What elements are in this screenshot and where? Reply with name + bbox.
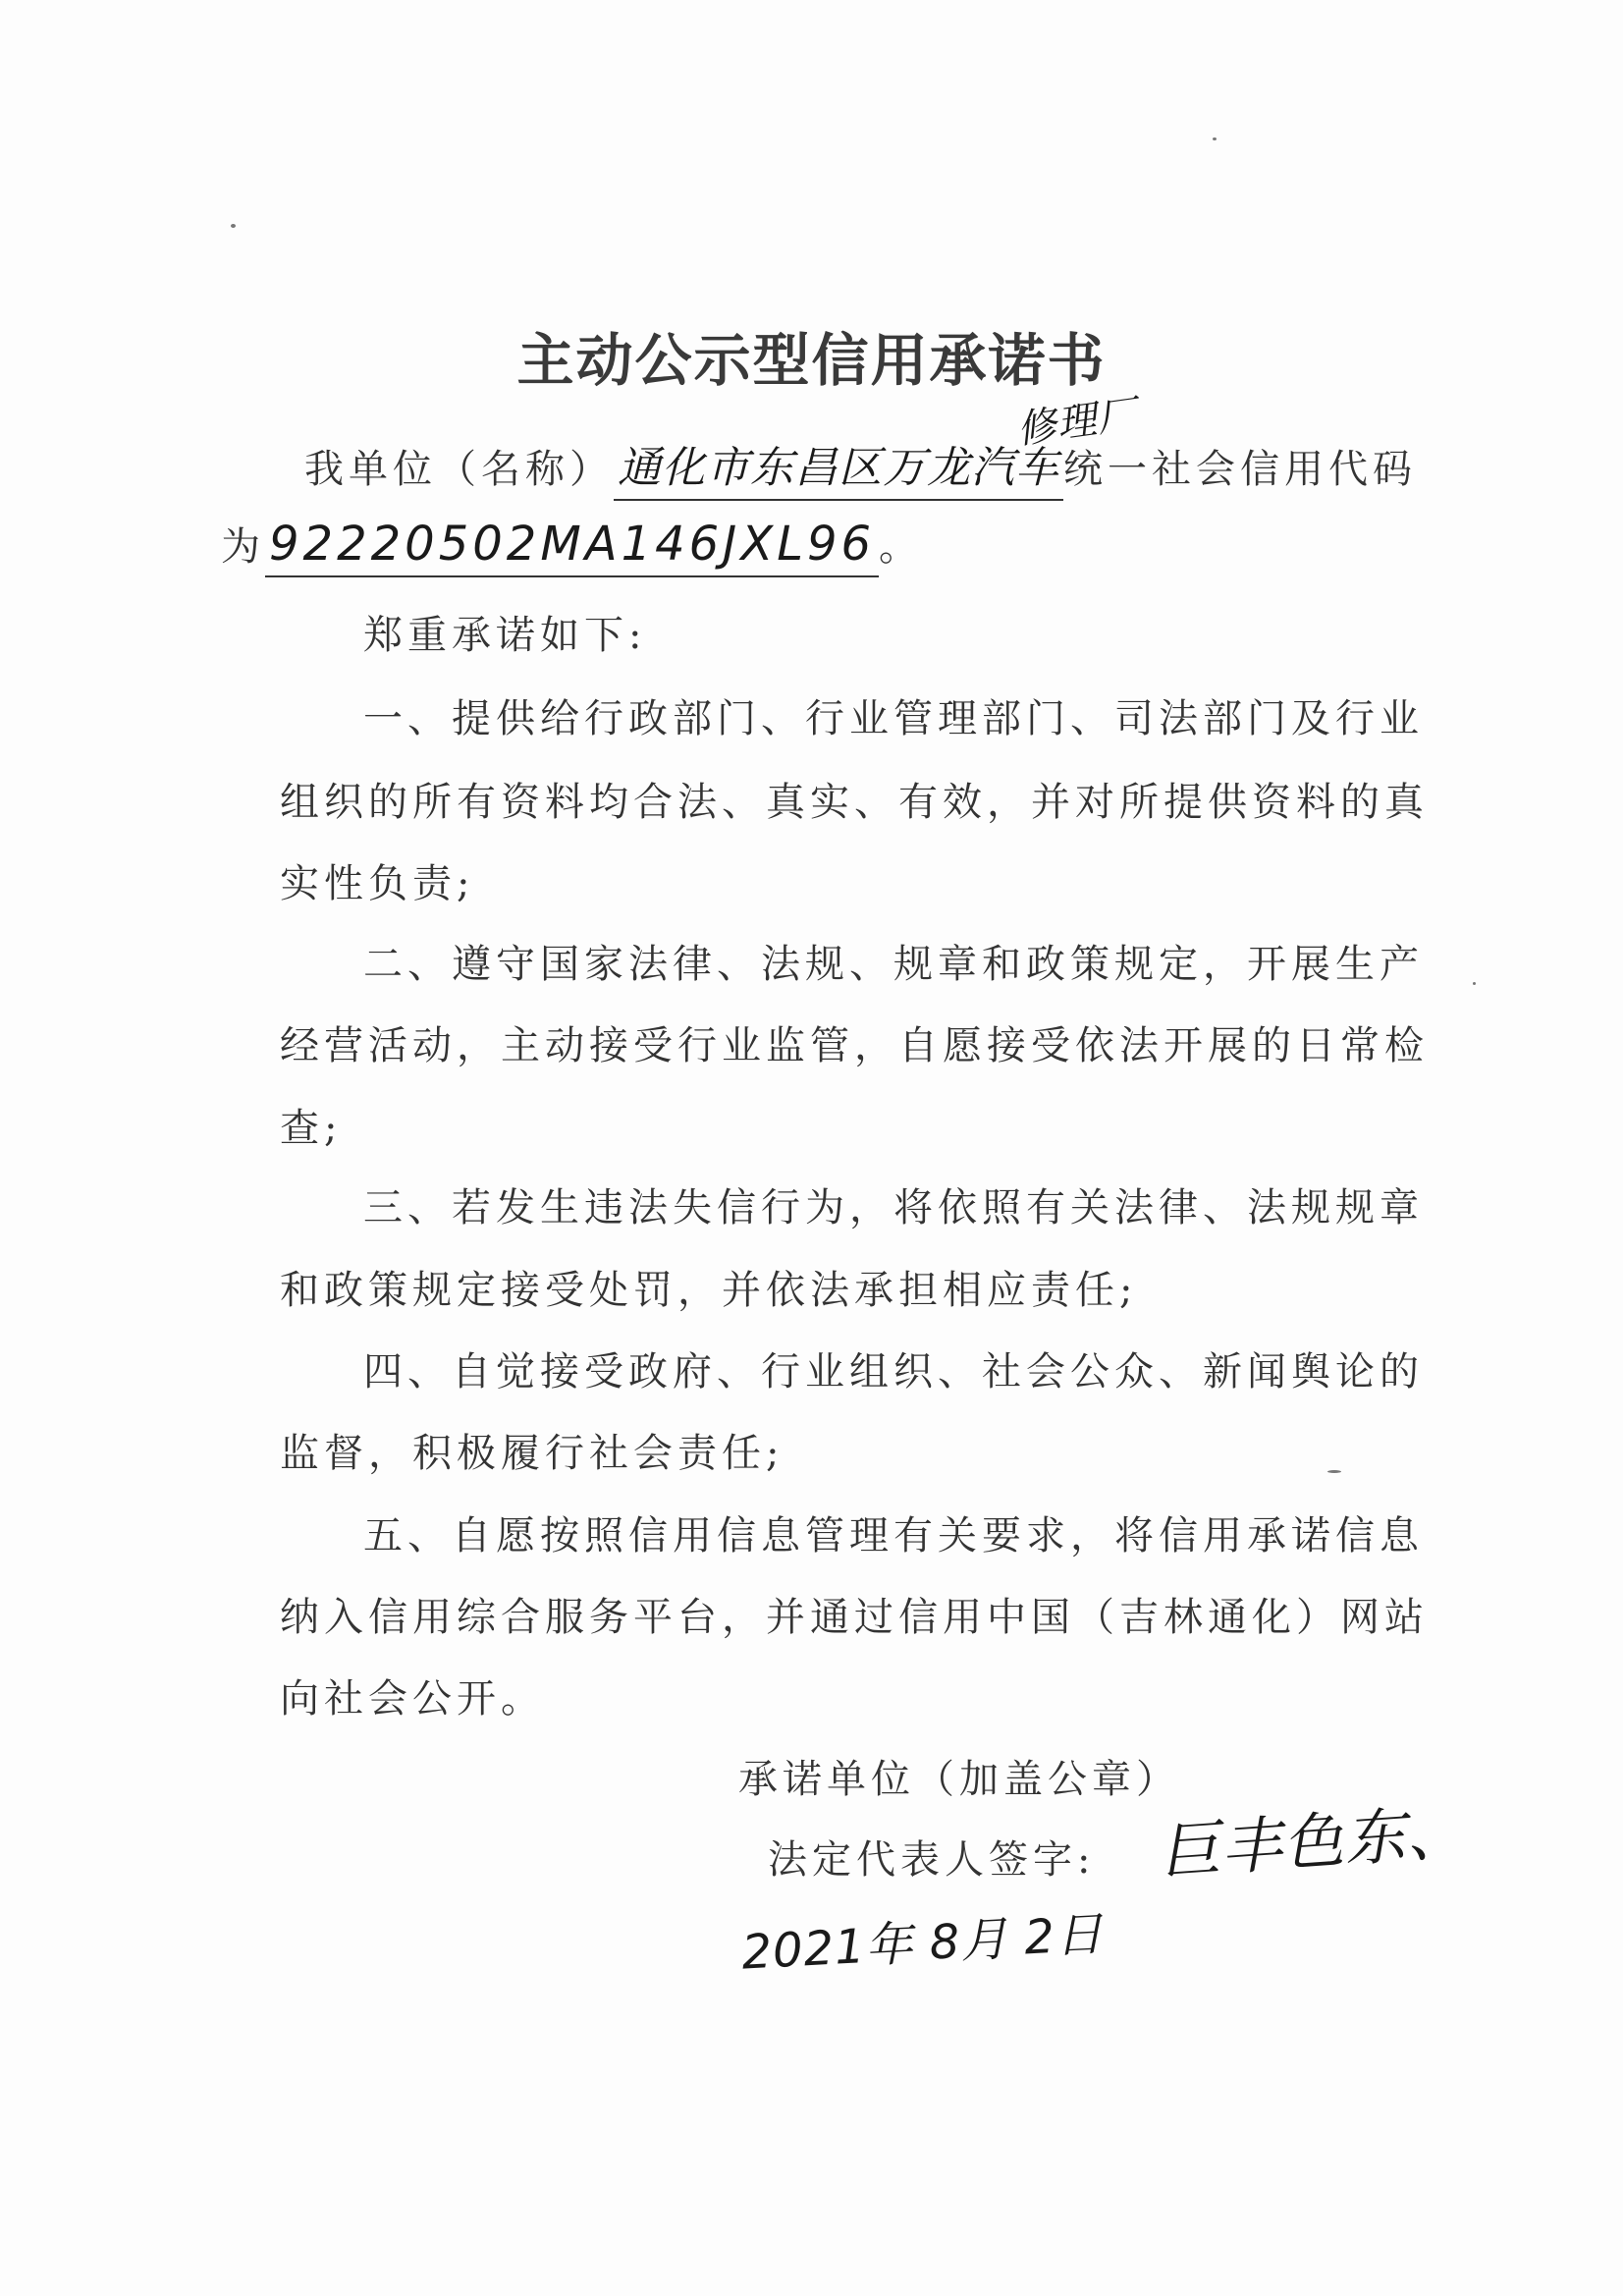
unit-name-handwritten: 通化市东昌区万龙汽车 — [614, 432, 1063, 501]
intro-prefix: 我单位（名称） — [304, 447, 614, 492]
pledge-heading: 郑重承诺如下: — [363, 613, 647, 658]
paragraph-line: 监督，积极履行社会责任; — [280, 1431, 784, 1476]
paragraph-line: 实性负责; — [280, 861, 475, 906]
legal-rep-label: 法定代表人签字: — [768, 1837, 1096, 1883]
paragraph-line: 向社会公开。 — [280, 1676, 545, 1722]
paragraph-line: 经营活动，主动接受行业监管，自愿接受依法开展的日常检 — [280, 1023, 1429, 1068]
paragraph-line: 一、提供给行政部门、行业管理部门、司法部门及行业 — [363, 696, 1424, 741]
code-prefix: 为 — [221, 524, 265, 570]
code-line — [221, 516, 923, 577]
paragraph-line: 三、若发生违法失信行为，将依照有关法律、法规规章 — [363, 1185, 1424, 1230]
paragraph-line: 和政策规定接受处罚，并依法承担相应责任; — [280, 1268, 1138, 1313]
seal-label: 承诺单位（加盖公章） — [738, 1757, 1180, 1802]
paragraph-line: 五、自愿按照信用信息管理有关要求，将信用承诺信息 — [363, 1513, 1424, 1558]
scan-speck — [1473, 982, 1476, 985]
paragraph-line: 二、遵守国家法律、法规、规章和政策规定，开展生产 — [363, 942, 1424, 987]
legal-rep-signature: 巨丰色东、 — [1157, 1795, 1471, 1888]
paragraph-line: 纳入信用综合服务平台，并通过信用中国（吉林通化）网站 — [280, 1595, 1429, 1640]
paragraph-line: 查; — [280, 1106, 343, 1151]
credit-code-handwritten: 92220502MA146JXL96 — [265, 517, 879, 577]
document-title: 主动公示型信用承诺书 — [516, 327, 1107, 394]
intro-line — [304, 432, 1417, 501]
paragraph-line: 组织的所有资料均合法、真实、有效，并对所提供资料的真 — [280, 780, 1429, 825]
code-suffix: 。 — [879, 524, 924, 570]
intro-suffix: 统一社会信用代码 — [1063, 447, 1417, 492]
unit-name-handwritten-continued: 修理厂 — [1013, 391, 1141, 454]
scan-speck — [231, 224, 236, 228]
sign-date-handwritten: 2021年 8月 2日 — [740, 1906, 1106, 1981]
scan-speck — [1213, 137, 1217, 140]
scan-speck — [1327, 1470, 1341, 1473]
paragraph-line: 四、自觉接受政府、行业组织、社会公众、新闻舆论的 — [363, 1349, 1424, 1394]
